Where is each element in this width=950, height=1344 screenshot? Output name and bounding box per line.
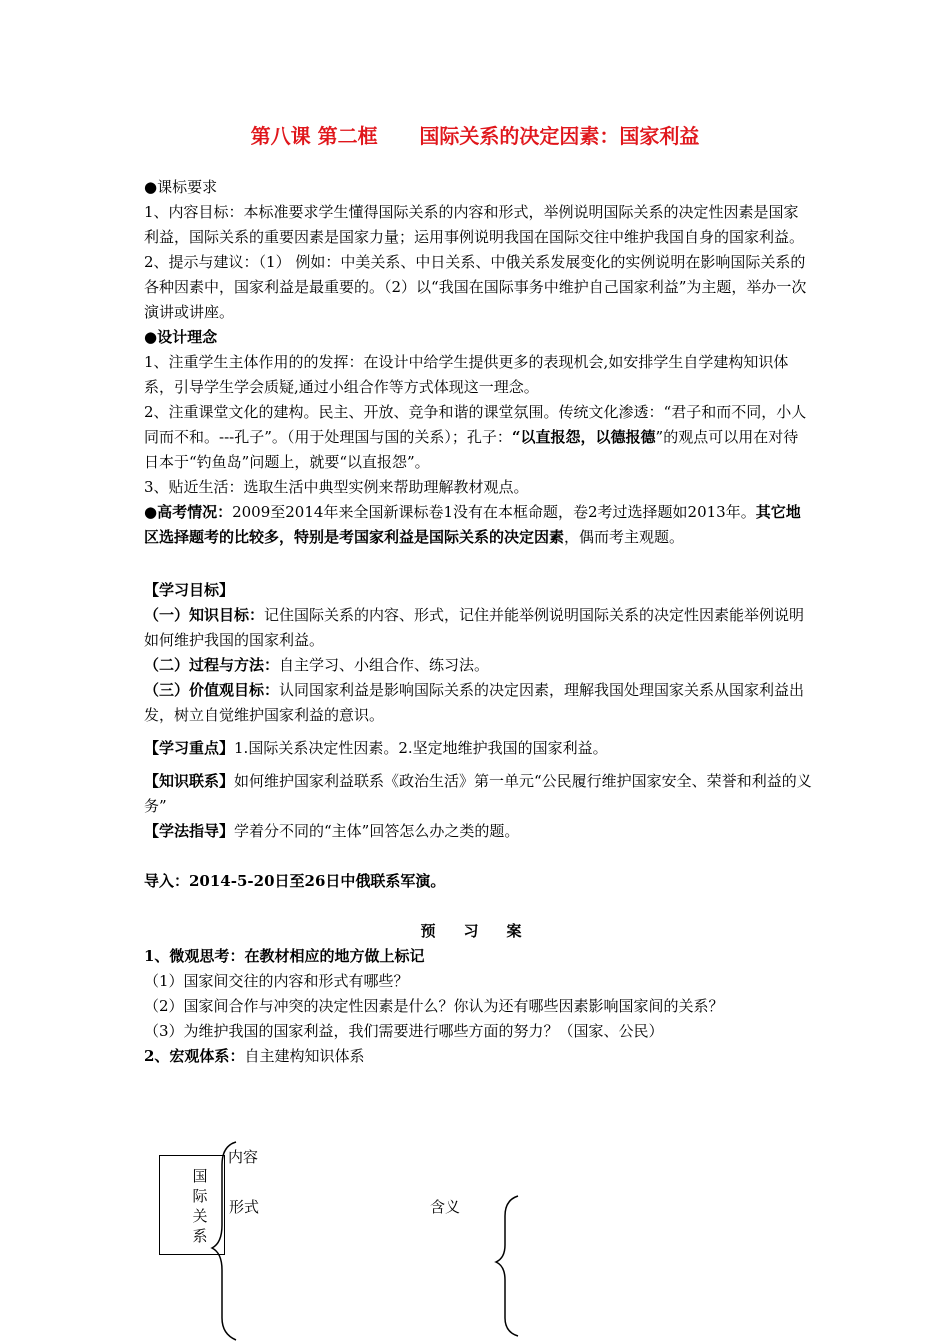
- xuefa-text: 学着分不同的“主体”回答怎么办之类的题。: [234, 822, 520, 840]
- daoru-line: 导入：2014-5-20日至26日中俄联系军演。: [144, 872, 446, 890]
- sheji-heading: ●设计理念: [144, 328, 218, 346]
- sheji-p2-bold-quote: “以直报怨，以德报德: [511, 428, 656, 446]
- sheji-paragraph-3: 3、贴近生活：选取生活中典型实例来帮助理解教材观点。: [144, 478, 529, 496]
- gaokao-text-3: ，偶而考主观题。: [564, 528, 685, 546]
- xuexi-process-text: 自主学习、小组合作、练习法。: [279, 656, 490, 674]
- xuexi-values-text: 认同国家利益是影响国际关系的决定因素，理解我国处理国家关系从国家利益出发，树立自觉维护国家利益的意识。: [144, 681, 805, 724]
- xuefa-label: 【学法指导】: [144, 822, 235, 840]
- yuxi-q1-item: （2）国家间合作与冲突的决定性因素是什么？你认为还有哪些因素影响国家间的关系？: [144, 997, 724, 1015]
- sheji-p2-text-c: ”的观点可以用在对待日本于“钓鱼岛”问题上，就要“以直报怨”。: [144, 428, 799, 471]
- kebiao-heading: ●课标要求: [144, 178, 218, 196]
- xuexi-values-label: （三）价值观目标：: [144, 681, 280, 699]
- diagram-xingshi: 形式: [229, 1198, 260, 1216]
- lianxi-text: 如何维护国家利益联系《政治生活》第一单元“公民履行维护国家安全、荣誉和利益的义务”: [144, 772, 812, 815]
- page-title: 第八课 第二框 国际关系的决定因素：国家利益: [250, 124, 700, 148]
- yuxi-heading: 预习案: [420, 922, 550, 940]
- gaokao-text-1: 2009至2014年来全国新课标卷1没有在本框命题，卷2考过选择题如2013年。: [232, 503, 756, 521]
- yuxi-q1-label: 1、微观思考：在教材相应的地方做上标记: [144, 947, 425, 965]
- xuexi-knowledge-text: 记住国际关系的内容、形式，记住并能举例说明国际关系的决定性因素能举例说明如何维护我国的国家利益。: [144, 606, 805, 649]
- xuexi-knowledge-label: （一）知识目标：: [144, 606, 265, 624]
- xuexi-process-label: （二）过程与方法：: [144, 656, 280, 674]
- diagram-hanyi: 含义: [430, 1198, 461, 1216]
- yuxi-q2-label: 2、宏观体系：: [144, 1047, 245, 1065]
- sheji-paragraph-1: 1、注重学生主体作用的的发挥：在设计中给学生提供更多的表现机会,如安排学生自学建构知识体系，引导学生学会质疑,通过小组合作等方式体现这一理念。: [144, 353, 789, 396]
- zhongdian-text: 1.国际关系决定性因素。2.坚定地维护我国的国家利益。: [234, 739, 608, 757]
- yuxi-q1-item: （3）为维护我国的国家利益，我们需要进行哪些方面的努力？（国家、公民）: [144, 1022, 664, 1040]
- gaokao-label: ●高考情况：: [144, 503, 233, 521]
- diagram-box-label: 国际关系: [192, 1167, 208, 1245]
- yuxi-q1-item: （1）国家间交往的内容和形式有哪些？: [144, 972, 409, 990]
- kebiao-paragraph-1: 1、内容目标：本标准要求学生懂得国际关系的内容和形式，举例说明国际关系的决定性因素是国家利益，国际关系的重要因素是国家力量；运用事例说明我国在国际交往中维护我国自身的国家利益。: [144, 203, 805, 246]
- right-brace: [496, 1196, 518, 1336]
- kebiao-paragraph-2: 2、提示与建议：（1） 例如：中美关系、中日关系、中俄关系发展变化的实例说明在影响国际关系的各种因素中，国家利益是最重要的。（2）以“我国在国际事务中维护自己国家利益”为主题，举办一次演讲或讲座。: [144, 253, 807, 321]
- yuxi-q2-text: 自主建构知识体系: [244, 1047, 365, 1065]
- zhongdian-label: 【学习重点】: [144, 739, 235, 757]
- xuexi-heading: 【学习目标】: [144, 581, 235, 599]
- sheji-p2-text-a: 2、注重课堂文化的建构。民主、开放、竞争和谐的课堂氛围。传统文化渗透：“君子和而不同，小人同而不和。---孔子”。（用于处理国与国的关系）；孔子：: [144, 403, 807, 446]
- lianxi-label: 【知识联系】: [144, 772, 235, 790]
- gaokao-text-bold: 其它地区选择题考的比较多，特别是考国家利益是国际关系的决定因素: [144, 503, 801, 546]
- diagram-neirong: 内容: [228, 1148, 259, 1166]
